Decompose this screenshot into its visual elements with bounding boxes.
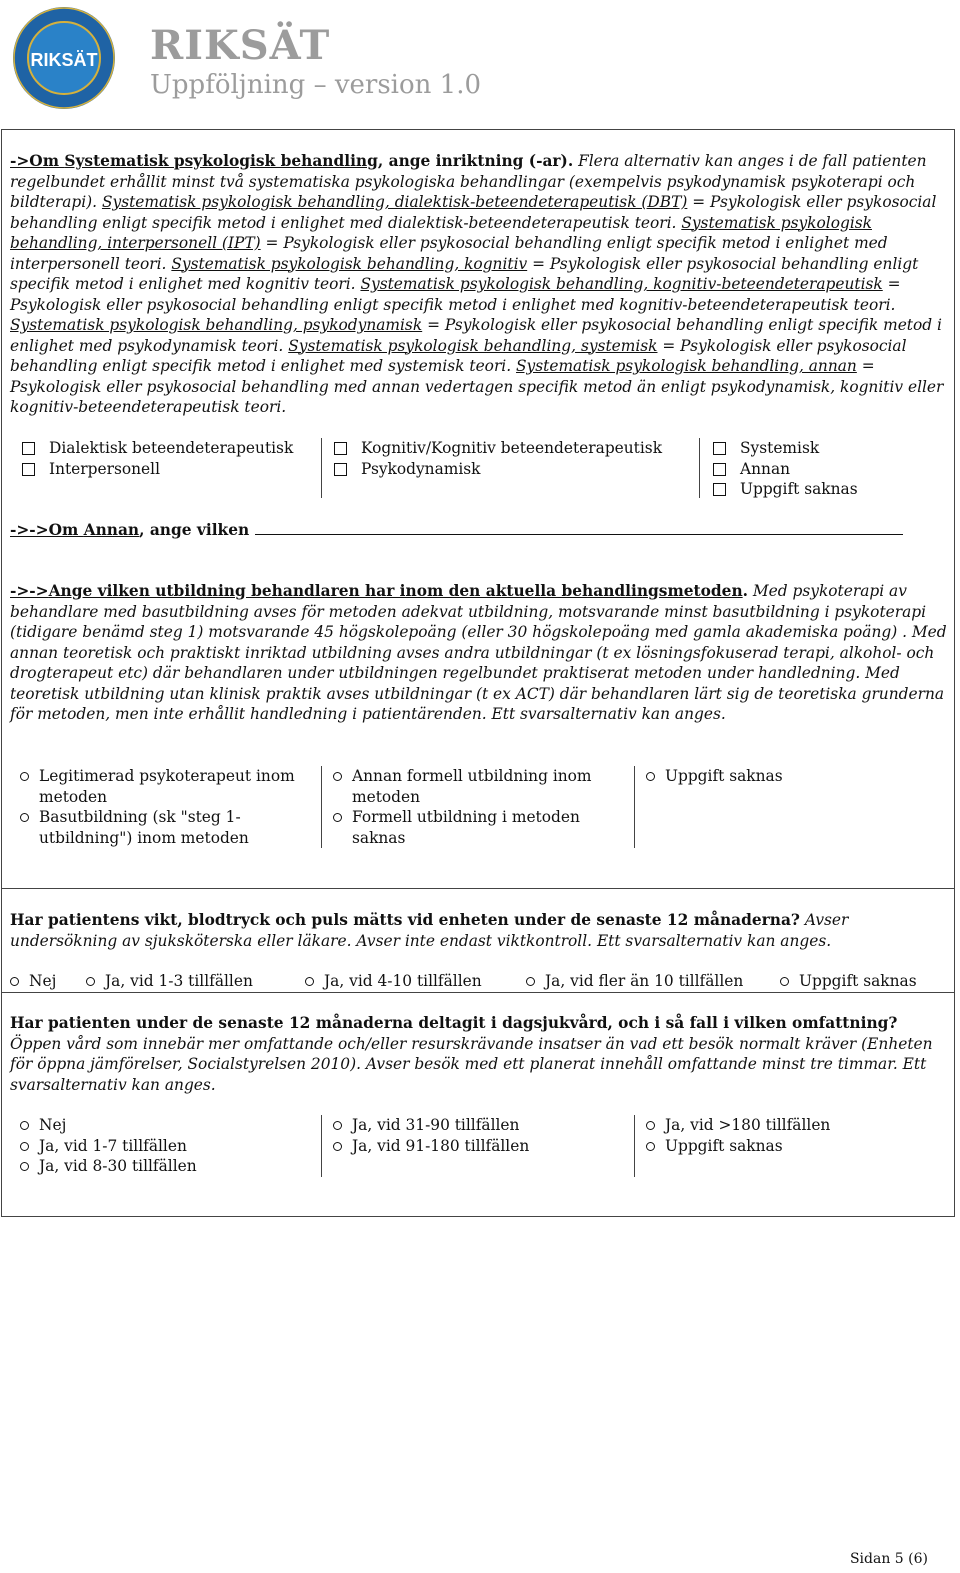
radio-button[interactable] xyxy=(333,813,342,822)
definition-text: = Psykologisk eller psykosocial behandling enligt specifik metod i enlighet med kognitiv-beteendeterapeutisk teori. xyxy=(10,275,901,314)
option-label: Ja, vid 1-7 tillfällen xyxy=(39,1136,187,1155)
option-label: Ja, vid 4-10 tillfällen xyxy=(324,972,482,990)
matning-option[interactable] xyxy=(299,971,520,992)
checkbox[interactable] xyxy=(713,463,726,476)
definition-text: = Psykologisk eller psykosocial behandling enligt specifik metod i enlighet med kognitiv teori. xyxy=(10,254,919,293)
radio-button[interactable] xyxy=(20,1121,29,1130)
brand-subtitle: Uppföljning – version 1.0 xyxy=(150,70,482,100)
radio-button[interactable] xyxy=(646,1142,655,1151)
checkbox[interactable] xyxy=(334,442,347,455)
utbildning-option[interactable] xyxy=(8,807,308,848)
section2-question: ->->Ange vilken utbildning behandlaren har inom den aktuella behandlingsmetoden. Med psykoterapi av behandlare med basutbildning avses för metoden adekvat utbildning, motsvarande minst basutbildning i psykoterapi (tidigare benämd steg 1) motsvarande 45 högskolepoäng (eller 30 högskolepoäng med gamla akademiska poäng) . Med annan teoretisk och praktiskt inriktad utbildning avses andra utbildningar (t ex lösningsfokuserad terapi, alkohol- och drogterapeut etc) där behandlaren under utbildningen regelbundet praktiserat metoden under handledning. Med teoretisk utbildning utan klinisk praktik avses utbildningar (t ex ACT) där behandlaren lärt sig de teoretiska grunderna för metoden, men inte erhållit handledning i patientärenden. Ett svarsalternativ kan anges. xyxy=(10,582,947,723)
page-header xyxy=(0,0,960,125)
logo-text: RIKSÄT xyxy=(30,50,98,70)
form-frame xyxy=(1,129,955,1217)
riksat-logo xyxy=(12,6,116,110)
checkbox[interactable] xyxy=(713,483,726,496)
matning-option[interactable] xyxy=(520,971,774,992)
section-divider xyxy=(2,888,954,889)
option-label: Formell utbildning i metoden saknas xyxy=(352,808,580,847)
option-label: Basutbildning (sk "steg 1-utbildning") inom metoden xyxy=(39,808,249,847)
option-label: Uppgift saknas xyxy=(665,1136,783,1155)
utbildning-option[interactable] xyxy=(634,766,783,787)
inriktning-option[interactable] xyxy=(699,438,858,459)
brand-title: RIKSÄT xyxy=(150,22,331,69)
section1-options-col3 xyxy=(699,438,858,500)
annan-question: ->->Om Annan, ange vilken xyxy=(10,520,948,541)
inriktning-option[interactable] xyxy=(320,459,662,480)
inriktning-option[interactable] xyxy=(8,459,293,480)
inriktning-option[interactable] xyxy=(699,479,858,500)
checkbox[interactable] xyxy=(713,442,726,455)
radio-button[interactable] xyxy=(305,977,314,986)
dagsjukvard-option[interactable] xyxy=(8,1156,197,1177)
inriktning-option[interactable] xyxy=(8,438,293,459)
option-label: Ja, vid fler än 10 tillfällen xyxy=(545,972,744,990)
section2-options-col3 xyxy=(634,766,783,787)
definition-term: Systematisk psykologisk behandling, psykodynamisk xyxy=(10,316,423,334)
dagsjukvard-option[interactable] xyxy=(634,1115,830,1136)
option-label: Legitimerad psykoterapeut inom metoden xyxy=(39,767,295,806)
definition-text: = Psykologisk eller psykosocial behandling enligt specifik metod i enlighet med dialektisk-beteendeterapeutisk teori. xyxy=(10,193,937,232)
option-label: Uppgift saknas xyxy=(665,767,783,785)
option-label: Ja, vid >180 tillfällen xyxy=(665,1116,831,1134)
dagsjukvard-option[interactable] xyxy=(321,1115,529,1136)
checkbox[interactable] xyxy=(22,463,35,476)
page-number: Sidan 5 (6) xyxy=(849,1551,928,1567)
radio-button[interactable] xyxy=(646,772,655,781)
section1-options-col1 xyxy=(8,438,293,479)
definition-text: = Psykologisk eller psykosocial behandling enligt specifik metod i enlighet med interpersonell teori. xyxy=(10,234,888,273)
option-label: Annan formell utbildning inom metoden xyxy=(352,767,592,806)
radio-button[interactable] xyxy=(333,1142,342,1151)
dagsjukvard-option[interactable] xyxy=(8,1136,197,1157)
option-label: Psykodynamisk xyxy=(361,459,481,478)
dagsjukvard-option[interactable] xyxy=(321,1136,529,1157)
definition-term: Systematisk psykologisk behandling, interpersonell (IPT) xyxy=(10,213,872,252)
radio-button[interactable] xyxy=(20,813,29,822)
checkbox[interactable] xyxy=(22,442,35,455)
section4-options-col2 xyxy=(321,1115,529,1156)
option-label: Ja, vid 91-180 tillfällen xyxy=(352,1136,530,1155)
matning-option[interactable] xyxy=(80,971,299,992)
section3-question: Har patientens vikt, blodtryck och puls mätts vid enheten under de senaste 12 månaderna? Avser undersökning av sjuksköterska eller läkare. Avser inte endast viktkontroll. Ett svarsalternativ kan anges. xyxy=(10,911,849,950)
section2-options-col2 xyxy=(321,766,611,848)
definition-text: = Psykologisk eller psykosocial behandling enligt specifik metod i enlighet med systemisk teori. xyxy=(10,336,907,375)
radio-button[interactable] xyxy=(20,1162,29,1171)
option-label: Ja, vid 8-30 tillfällen xyxy=(39,1157,197,1175)
radio-button[interactable] xyxy=(10,977,19,986)
checkbox[interactable] xyxy=(334,463,347,476)
section1-question: ->Om Systematisk psykologisk behandling, ange inriktning (-ar). Flera alternativ kan anges i de fall patienten regelbundet erhållit minst två systematiska psykologiska behandlingar (exempelvis psykodynamisk psykoterapi och bildterapi). Systematisk psykologisk behandling, dialektisk-beteendeterapeutisk (DBT) = Psykologisk eller psykosocial behandling enligt specifik metod i enlighet med dialektisk-beteendeterapeutisk teori. Systematisk psykologisk behandling, interpersonell (IPT) = Psykologisk eller psykosocial behandling enligt specifik metod i enlighet med interpersonell teori. Systematisk psykologisk behandling, kognitiv = Psykologisk eller psykosocial behandling enligt specifik metod i enlighet med kognitiv teori. Systematisk psykologisk behandling, kognitiv-beteendeterapeutisk = Psykologisk eller psykosocial behandling enligt specifik metod i enlighet med kognitiv-beteendeterapeutisk teori. Systematisk psykologisk behandling, psykodynamisk = Psykologisk eller psykosocial behandling enligt specifik metod i enlighet med psykodynamisk teori. Systematisk psykologisk behandling, systemisk = Psykologisk eller psykosocial behandling enligt specifik metod i enlighet med systemisk teori. Systematisk psykologisk behandling, annan = Psykologisk eller psykosocial behandling med annan vedertagen specifik metod än enligt psykodynamisk, kognitiv eller kognitiv-beteendeterapeutisk teori. xyxy=(10,152,944,416)
section4-options-col3 xyxy=(634,1115,830,1156)
utbildning-option[interactable] xyxy=(321,766,611,807)
option-label: Interpersonell xyxy=(49,459,160,478)
option-label: Ja, vid 31-90 tillfällen xyxy=(352,1116,520,1134)
radio-button[interactable] xyxy=(86,977,95,986)
definition-term: Systematisk psykologisk behandling, kognitiv xyxy=(171,254,528,273)
section3-options xyxy=(2,971,944,992)
section-divider xyxy=(2,992,954,993)
radio-button[interactable] xyxy=(526,977,535,986)
section1-options-col2 xyxy=(320,438,662,479)
matning-option[interactable] xyxy=(2,971,80,992)
section4-question: Har patienten under de senaste 12 månaderna deltagit i dagsjukvård, och i så fall i vilken omfattning? Öppen vård som innebär mer omfattande och/eller resurskrävande insatser än vad ett besök normalt kräver (Enheten för öppna jämförelser, Socialstyrelsen 2010). Avser besök med ett planerat innehåll omfattande minst tre timmar. Ett svarsalternativ kan anges. xyxy=(10,1014,933,1094)
section2-options-col1 xyxy=(8,766,308,848)
matning-option[interactable] xyxy=(774,971,944,992)
radio-button[interactable] xyxy=(333,1121,342,1130)
option-label: Ja, vid 1-3 tillfällen xyxy=(105,972,253,990)
definition-text: = Psykologisk eller psykosocial behandling med annan vedertagen specifik metod än enligt psykodynamisk, kognitiv eller kognitiv-beteendeterapeutisk teori. xyxy=(10,357,944,416)
radio-button[interactable] xyxy=(780,977,789,986)
option-label: Systemisk xyxy=(740,439,820,457)
definition-term: Systematisk psykologisk behandling, kognitiv-beteendeterapeutisk xyxy=(360,275,883,293)
utbildning-option[interactable] xyxy=(321,807,611,848)
definition-term: Systematisk psykologisk behandling, annan xyxy=(516,357,857,375)
radio-button[interactable] xyxy=(333,772,342,781)
option-label: Nej xyxy=(29,972,57,990)
definition-term: Systematisk psykologisk behandling, systemisk xyxy=(288,336,658,355)
definition-text: = Psykologisk eller psykosocial behandling enligt specifik metod i enlighet med psykodynamisk teori. xyxy=(10,316,942,355)
option-label: Uppgift saknas xyxy=(740,480,858,498)
option-label: Dialektisk beteendeterapeutisk xyxy=(49,439,294,457)
option-label: Kognitiv/Kognitiv beteendeterapeutisk xyxy=(361,439,663,457)
utbildning-option[interactable] xyxy=(8,766,308,807)
radio-button[interactable] xyxy=(646,1121,655,1130)
option-label: Nej xyxy=(39,1116,67,1134)
inriktning-option[interactable] xyxy=(699,459,858,480)
definition-term: Systematisk psykologisk behandling, dialektisk-beteendeterapeutisk (DBT) xyxy=(101,193,688,211)
inriktning-option[interactable] xyxy=(320,438,662,459)
option-label: Annan xyxy=(740,459,791,478)
option-label: Uppgift saknas xyxy=(799,972,917,990)
radio-button[interactable] xyxy=(20,1142,29,1151)
radio-button[interactable] xyxy=(20,772,29,781)
section4-options-col1 xyxy=(8,1115,197,1177)
annan-text-field[interactable] xyxy=(255,522,903,535)
dagsjukvard-option[interactable] xyxy=(634,1136,830,1157)
dagsjukvard-option[interactable] xyxy=(8,1115,197,1136)
